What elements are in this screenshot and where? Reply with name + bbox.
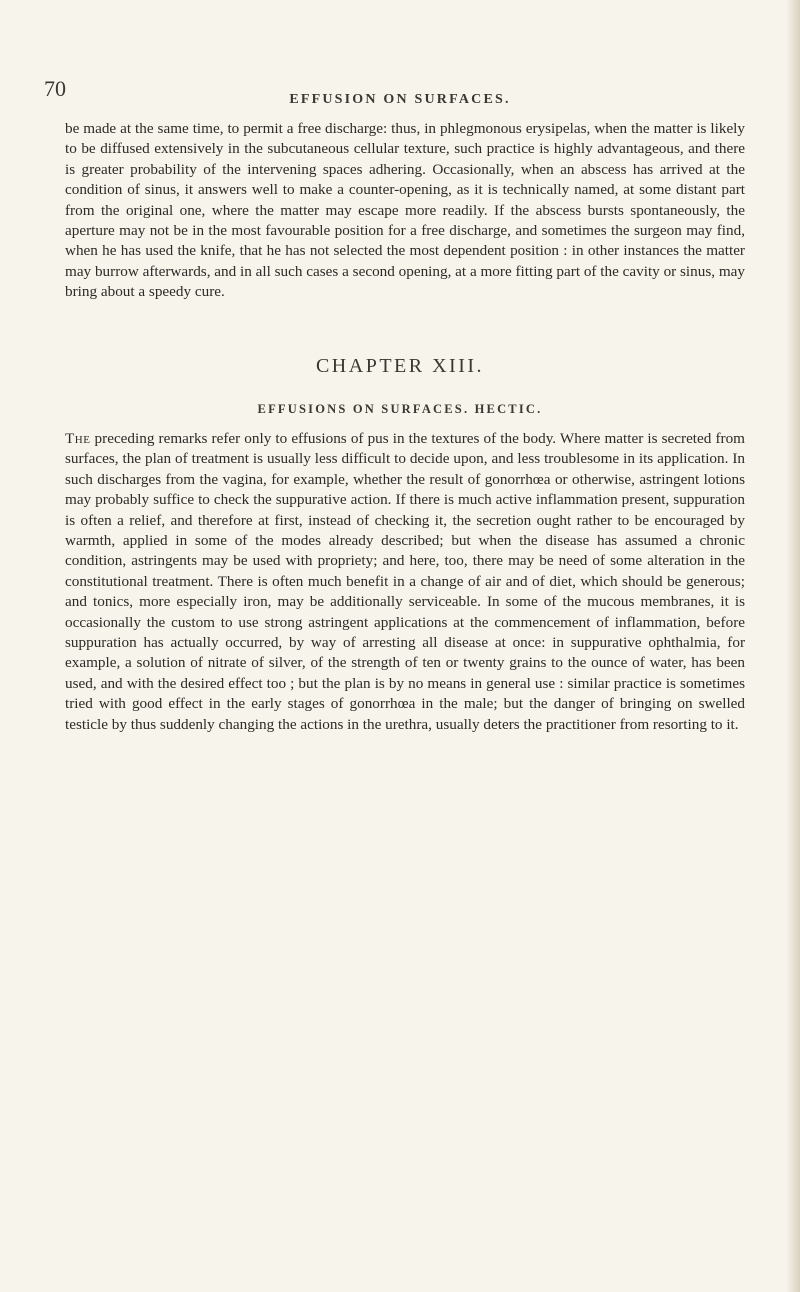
paragraph-1: be made at the same time, to permit a free discharge: thus, in phlegmonous erysipelas, when the matter is likely to be diffused extensively in the subcutaneous cellular texture, such practice is highly advantageous, and there is greater probability of the intervening spaces adhering. Occasionally, when an abscess has arrived at the condition of sinus, it answers well to make a counter-opening, as it is technically named, at some distant part from the original one, where the matter may escape more readily. If the abscess bursts spontaneously, the aperture may not be in the most favourable position for a free discharge, and sometimes the surgeon may find, when he has used the knife, that he has not selected the most dependent position : in other instances the matter may burrow afterwards, and in all such cases a second opening, at a more fitting part of the cavity or sinus, may bring about a speedy cure. — [65, 120, 745, 301]
chapter-title: CHAPTER XIII. — [315, 355, 485, 377]
page-number: 70 — [44, 76, 66, 101]
body-text-block-2 — [65, 429, 745, 735]
paragraph-2-lead-word: The — [65, 430, 91, 447]
section-heading: EFFUSIONS ON SURFACES. HECTIC. — [257, 402, 543, 416]
running-head: EFFUSION ON SURFACES. — [289, 92, 511, 107]
page-edge-shadow — [786, 0, 800, 1292]
paragraph-2 — [65, 429, 745, 735]
body-text-block-1 — [65, 119, 745, 303]
paragraph-2-text: preceding remarks refer only to effusions of pus in the textures of the body. Where matter is secreted from surfaces, the plan of treatment is usually less difficult to decide upon, and less troublesome in its application. In such discharges from the vagina, for example, whether the result of gonorrhœa or otherwise, astringent lotions may probably suffice to check the suppurative action. If there is much active inflammation present, suppuration is often a relief, and therefore at first, instead of checking it, the secretion ought rather to be encouraged by warmth, applied in some of the modes already described; but when the disease has assumed a chronic condition, astringents may be used with propriety; and here, too, there may be need of some alteration in the constitutional treatment. There is often much benefit in a change of air and of diet, which should be generous; and tonics, more especially iron, may be additionally serviceable. In some of the mucous membranes, it is occasionally the custom to use strong astringent applications at the commencement of inflammation, before suppuration has actually occurred, by way of arresting all disease at once: in suppurative ophthalmia, for example, a solution of nitrate of silver, of the strength of ten or twenty grains to the ounce of water, has been used, and with the desired effect too ; but the plan is by no means in general use : similar practice is sometimes tried with good effect in the early stages of gonorrhœa in the male; but the danger of bringing on swelled testicle by thus suddenly changing the actions in the urethra, usually deters the practitioner from resorting to it. — [65, 430, 745, 733]
